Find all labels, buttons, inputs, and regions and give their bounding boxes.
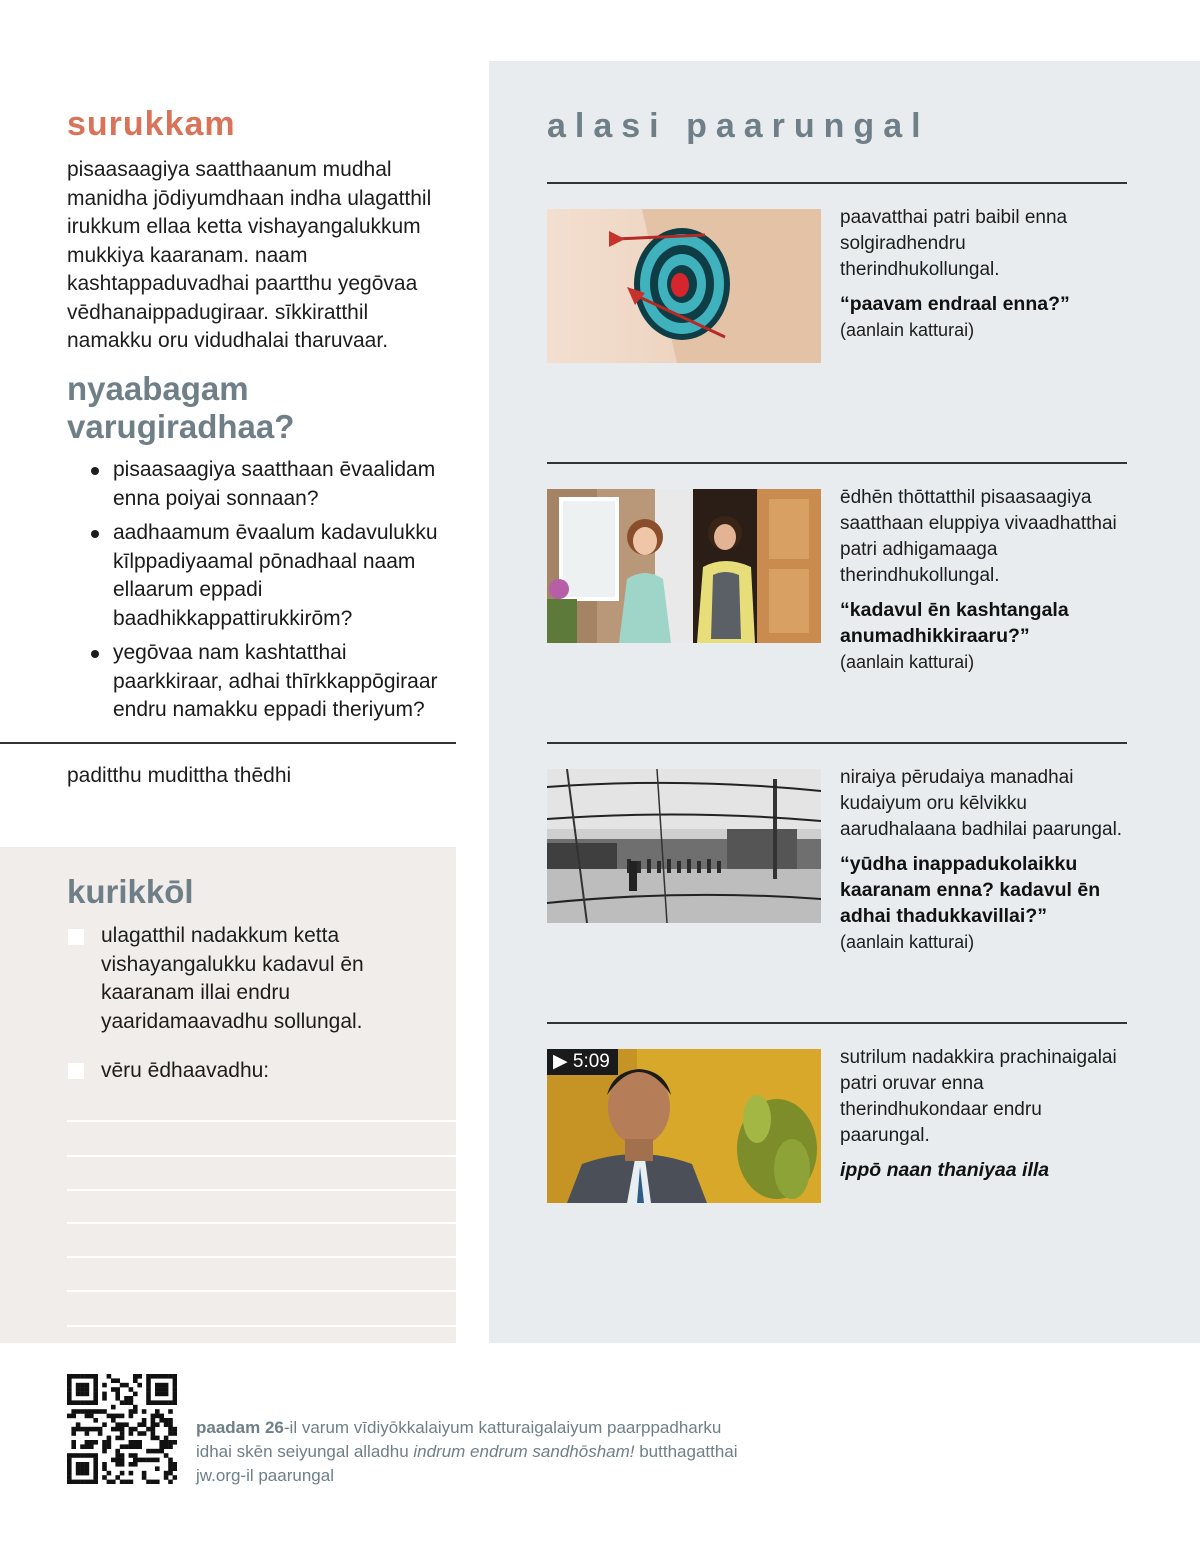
footer-line2a: idhai skēn seiyungal alladhu (196, 1442, 414, 1461)
target-icon (547, 209, 821, 363)
card-note: (aanlain katturai) (840, 320, 975, 340)
footer-line2b: butthagatthai (634, 1442, 738, 1461)
barbed-wire-camp-icon (547, 769, 821, 923)
summary-text: pisaasaagiya saatthaanum mudhal manidha jōdiyumdhaan indha ulagatthil irukkum ellaa ketta vishayangalukkum mukkiya kaaranam. naam kashtappaduvadhai paartthu yegōvaa vēdhanaippadugiraar. sīkkiratthil namakku oru vidudhalai tharuvaar. (67, 158, 432, 352)
footer-text (196, 1416, 836, 1488)
write-line[interactable] (67, 1222, 456, 1224)
more-heading: alasi paarungal (547, 107, 930, 145)
card-text (840, 1045, 1130, 1183)
card-note: (aanlain katturai) (840, 932, 975, 952)
recall-list (67, 456, 457, 731)
card-title[interactable]: ippō naan thaniyaa illa (840, 1159, 1050, 1181)
write-line[interactable] (67, 1155, 456, 1157)
review-box (0, 847, 456, 1343)
recall-heading-line1: nyaabagam (67, 370, 249, 407)
divider (547, 462, 1127, 464)
bullet-icon (91, 467, 99, 475)
card-text (840, 485, 1132, 675)
divider (547, 182, 1127, 184)
card-desc: sutrilum nadakkira prachinaigalai patri oruvar enna therindhukondaar endru paarungal. (840, 1047, 1117, 1146)
recall-item-text: yegōvaa nam kashtatthai paarkkiraar, adhai thīrkkappōgiraar endru namakku eppadi theriyum? (113, 641, 438, 721)
card-desc: paavatthai patri baibil enna solgiradhendru therindhukollungal. (840, 207, 1068, 280)
write-line[interactable] (67, 1290, 456, 1292)
women-at-door-icon (547, 489, 821, 643)
card-title[interactable]: “paavam endraal enna?” (840, 293, 1070, 315)
more-panel (489, 61, 1200, 1343)
review-checkbox[interactable] (68, 929, 84, 945)
write-line[interactable] (67, 1120, 456, 1122)
recall-item (67, 456, 457, 513)
review-item-text: vēru ēdhaavadhu: (101, 1059, 270, 1082)
card-text (840, 765, 1130, 955)
book-title: indrum endrum sandhōsham! (413, 1442, 635, 1461)
footer-line3: jw.org-il paarungal (196, 1466, 334, 1485)
card-desc: ēdhēn thōttatthil pisaasaagiya saatthaan eluppiya vivaadhatthai patri adhigamaaga therindhukollungal. (840, 487, 1117, 586)
card-title[interactable]: “yūdha inappadukolaikku kaaranam enna? kadavul ēn adhai thadukkavillai?” (840, 853, 1101, 927)
card-image-camp[interactable] (547, 769, 821, 923)
divider (547, 1022, 1127, 1024)
divider (0, 742, 456, 744)
card-title[interactable]: “kadavul ēn kashtangala anumadhikkiraaru?” (840, 599, 1069, 647)
write-line[interactable] (67, 1325, 456, 1327)
write-line[interactable] (67, 1256, 456, 1258)
card-image-women[interactable] (547, 489, 821, 643)
bullet-icon (91, 530, 99, 538)
recall-heading (67, 370, 294, 446)
recall-item (67, 519, 457, 633)
card-desc: niraiya pērudaiya manadhai kudaiyum oru kēlvikku aarudhalaana badhilai paarungal. (840, 767, 1123, 840)
card-text (840, 205, 1130, 343)
divider (547, 742, 1127, 744)
date-label: paditthu mudittha thēdhi (67, 764, 292, 787)
card-image-video[interactable] (547, 1049, 821, 1203)
card-image-target[interactable] (547, 209, 821, 363)
recall-item-text: pisaasaagiya saatthaan ēvaalidam enna poiyai sonnaan? (113, 458, 436, 510)
recall-item (67, 639, 457, 725)
bullet-icon (91, 650, 99, 658)
review-item-text: ulagatthil nadakkum ketta vishayangalukku kadavul ēn kaaranam illai endru yaaridamaavadhu sollungal. (101, 924, 364, 1033)
review-checkbox[interactable] (68, 1063, 84, 1079)
footer-line1: -il varum vīdiyōkkalaiyum katturaigalaiyum paarppadharku (283, 1418, 722, 1437)
card-note: (aanlain katturai) (840, 652, 975, 672)
recall-heading-line2: varugiradhaa? (67, 408, 295, 445)
video-duration-badge: ▶ 5:09 (547, 1049, 618, 1075)
write-line[interactable] (67, 1189, 456, 1191)
review-heading: kurikkōl (67, 873, 194, 910)
qr-code-icon[interactable] (67, 1374, 177, 1484)
qr-code (67, 1374, 177, 1484)
summary-heading: surukkam (67, 105, 236, 143)
page-ref: paadam 26 (196, 1418, 284, 1437)
recall-item-text: aadhaamum ēvaalum kadavulukku kīlppadiyaamal pōnadhaal naam ellaarum eppadi baadhikkappattirukkirōm? (113, 521, 438, 630)
